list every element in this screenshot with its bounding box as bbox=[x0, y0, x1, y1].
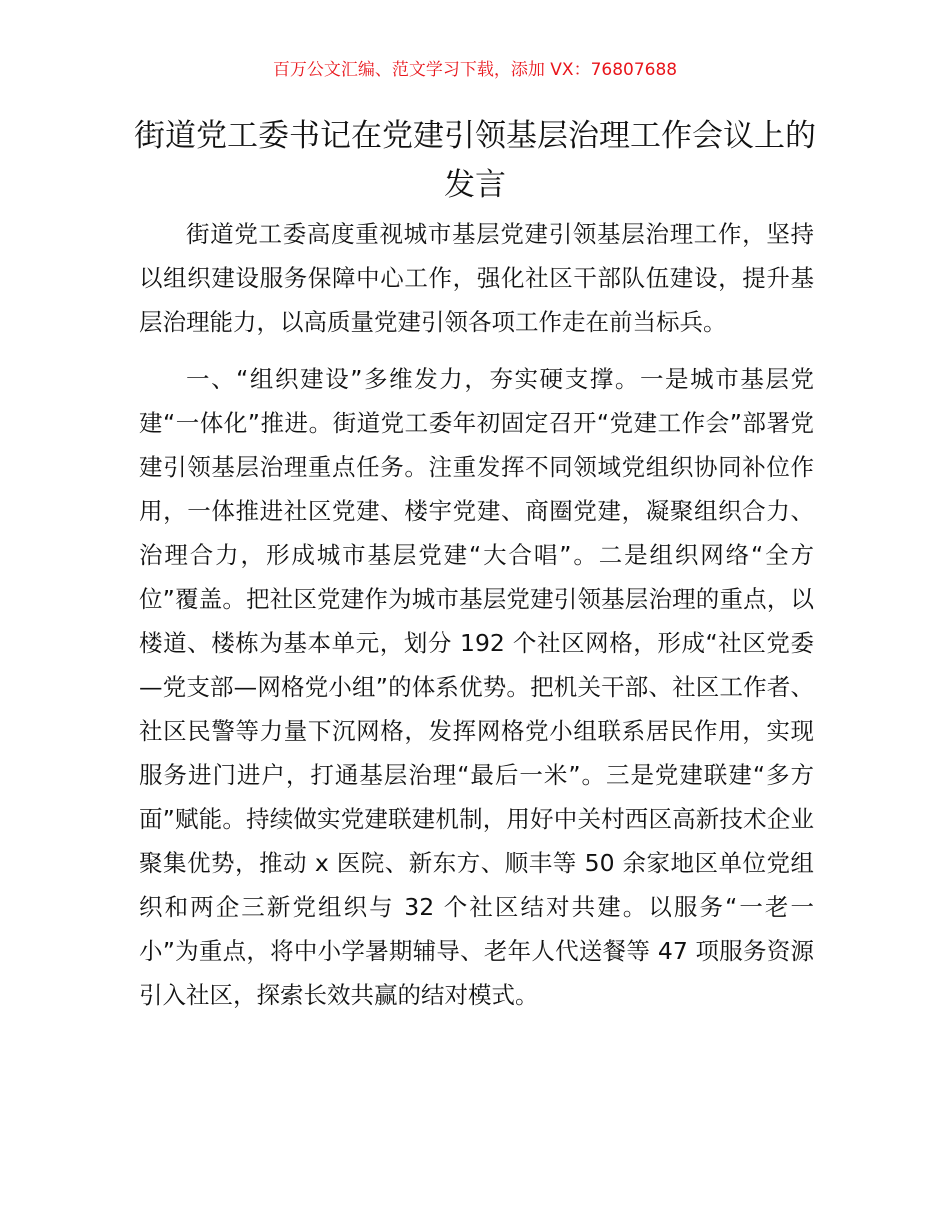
paragraph-section-1: 一、“组织建设”多维发力，夯实硬支撑。一是城市基层党建“一体化”推进。街道党工委年初固定召开“党建工作会”部署党建引领基层治理重点任务。注重发挥不同领域党组织协同补位作用，一体推进社区党建、楼宇党建、商圈党建，凝聚组织合力、治理合力，形成城市基层党建“大合唱”。二是组织网络“全方位”覆盖。把社区党建作为城市基层党建引领基层治理的重点，以楼道、楼栋为基本单元，划分 192 个社区网格，形成“社区党委—党支部—网格党小组”的体系优势。把机关干部、社区工作者、社区民警等力量下沉网格，发挥网格党小组联系居民作用，实现服务进门进户，打通基层治理“最后一米”。三是党建联建“多方面”赋能。持续做实党建联建机制，用好中关村西区高新技术企业聚集优势，推动 x 医院、新东方、顺丰等 50 余家地区单位党组织和两企三新党组织与 32 个社区结对共建。以服务“一老一小”为重点，将中小学暑期辅导、老年人代送餐等 47 项服务资源引入社区，探索长效共赢的结对模式。 bbox=[139, 365, 814, 1009]
paragraph-intro: 街道党工委高度重视城市基层党建引领基层治理工作，坚持以组织建设服务保障中心工作，强化社区干部队伍建设，提升基层治理能力，以高质量党建引领各项工作走在前当标兵。 bbox=[139, 220, 814, 336]
header-banner: 百万公文汇编、范文学习下载，添加 VX：76807688 bbox=[272, 60, 678, 80]
document-body bbox=[139, 212, 814, 1017]
document-title: 街道党工委书记在党建引领基层治理工作会议上的发言 bbox=[134, 118, 816, 203]
